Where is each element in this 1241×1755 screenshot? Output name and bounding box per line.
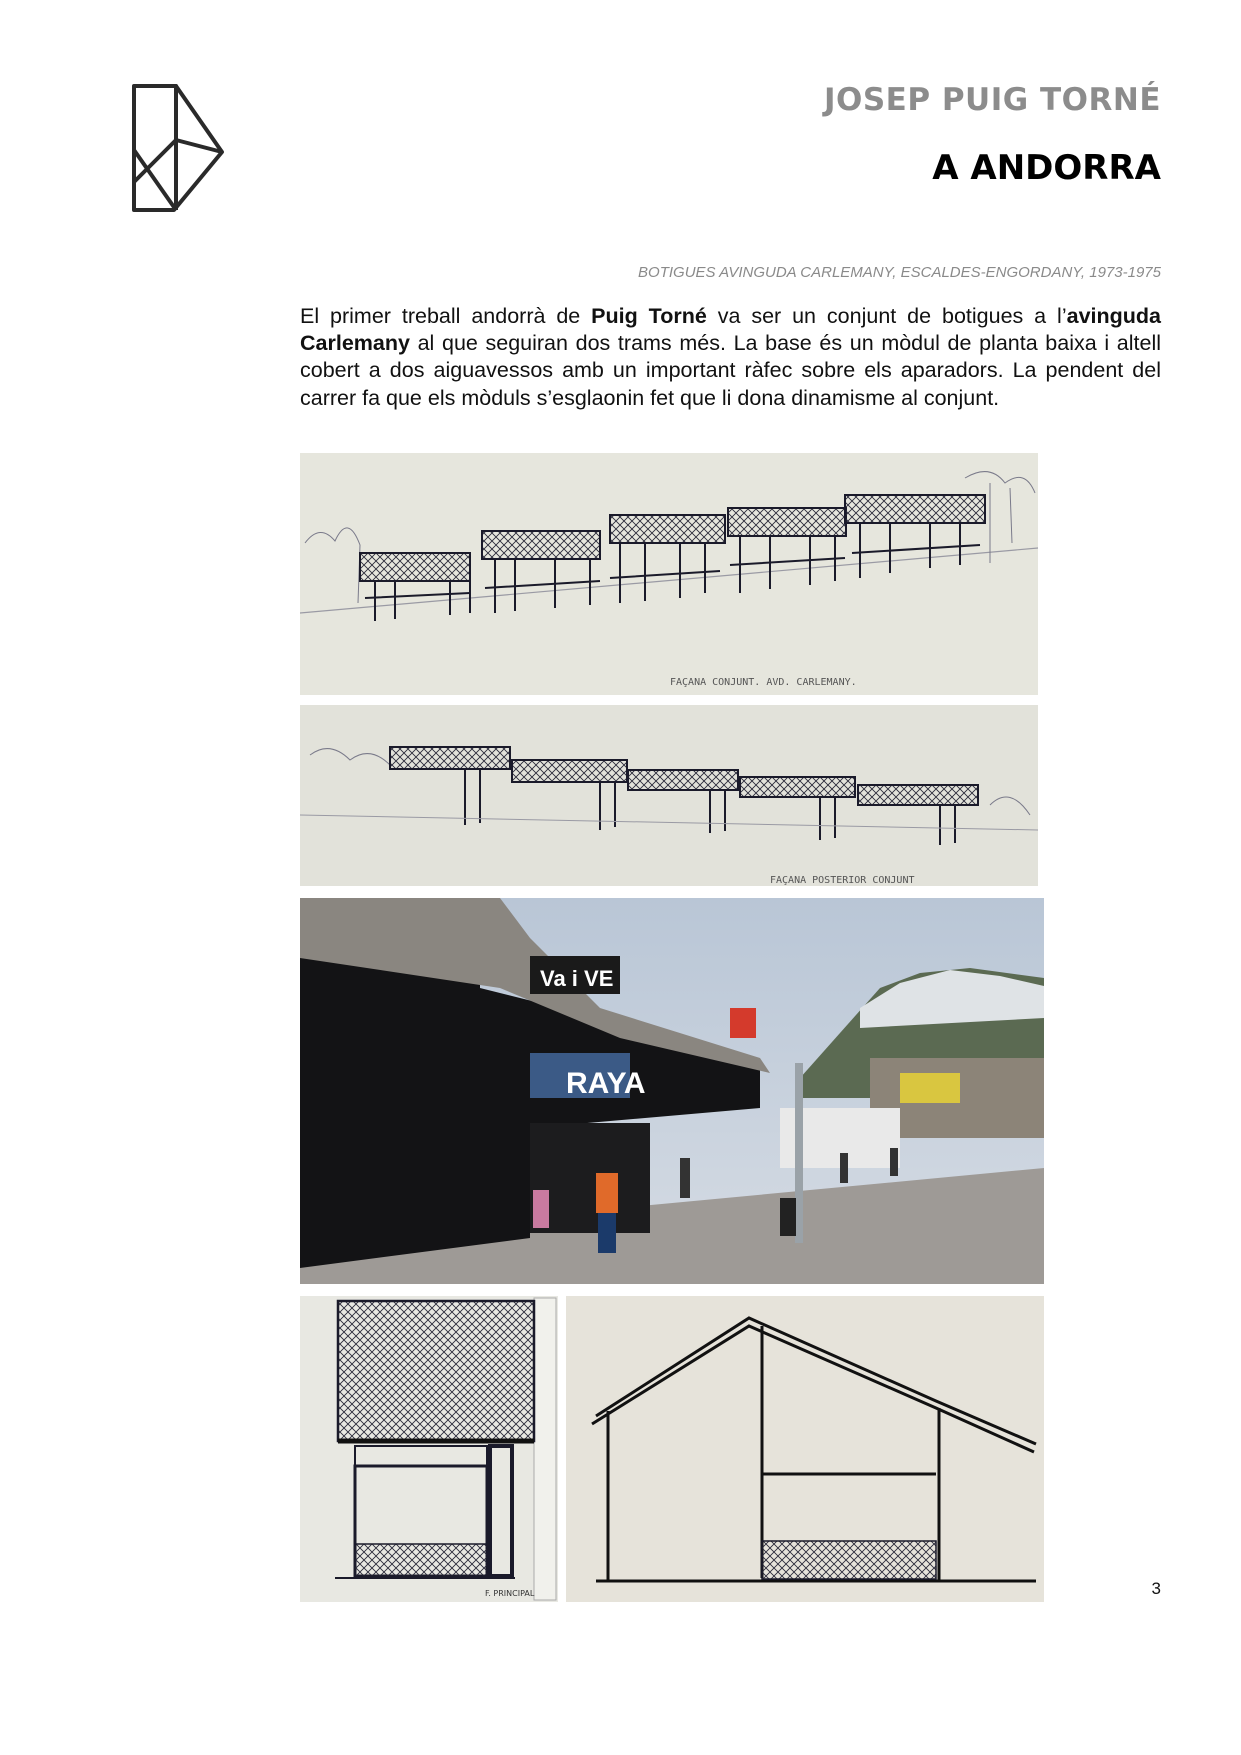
sign-vaive: Va i VE [540,966,614,991]
header-title-author: JOSEP PUIG TORNÉ [823,82,1161,118]
header-title-place: A ANDORRA [932,148,1161,188]
bold-street-name: avinguda Carlemany [300,304,1161,356]
sketch1-label: FAÇANA CONJUNT. AVD. CARLEMANY. [670,677,857,688]
body-paragraph: El primer treball andorrà de Puig Torné va ser un conjunt de botigues a l’avinguda Carlemany al que seguiran dos trams més. La base és un mòdul de planta baixa i altell cobert a dos aiguavessos amb un important ràfec sobre els aparadors. La pendent del carrer fa que els mòduls s’esglaonin fet que li dona dinamisme al conjunt. [300,304,1161,410]
drawing-section [566,1296,1044,1602]
section-caption: BOTIGUES AVINGUDA CARLEMANY, ESCALDES-ENGORDANY, 1973-1975 [638,264,1161,281]
sketch-rear-facade [300,705,1038,886]
bold-architect-name: Puig Torné [591,304,707,328]
sketch2-label: FAÇANA POSTERIOR CONJUNT [770,875,915,886]
sketch-main-facade [300,453,1038,695]
logo-mark [130,82,226,214]
elevation-label: F. PRINCIPAL [485,1589,535,1598]
photo-street [300,898,1044,1284]
page-number: 3 [1151,1579,1161,1598]
drawing-front-elevation [300,1296,558,1602]
sign-raya: RAYA [566,1067,646,1100]
